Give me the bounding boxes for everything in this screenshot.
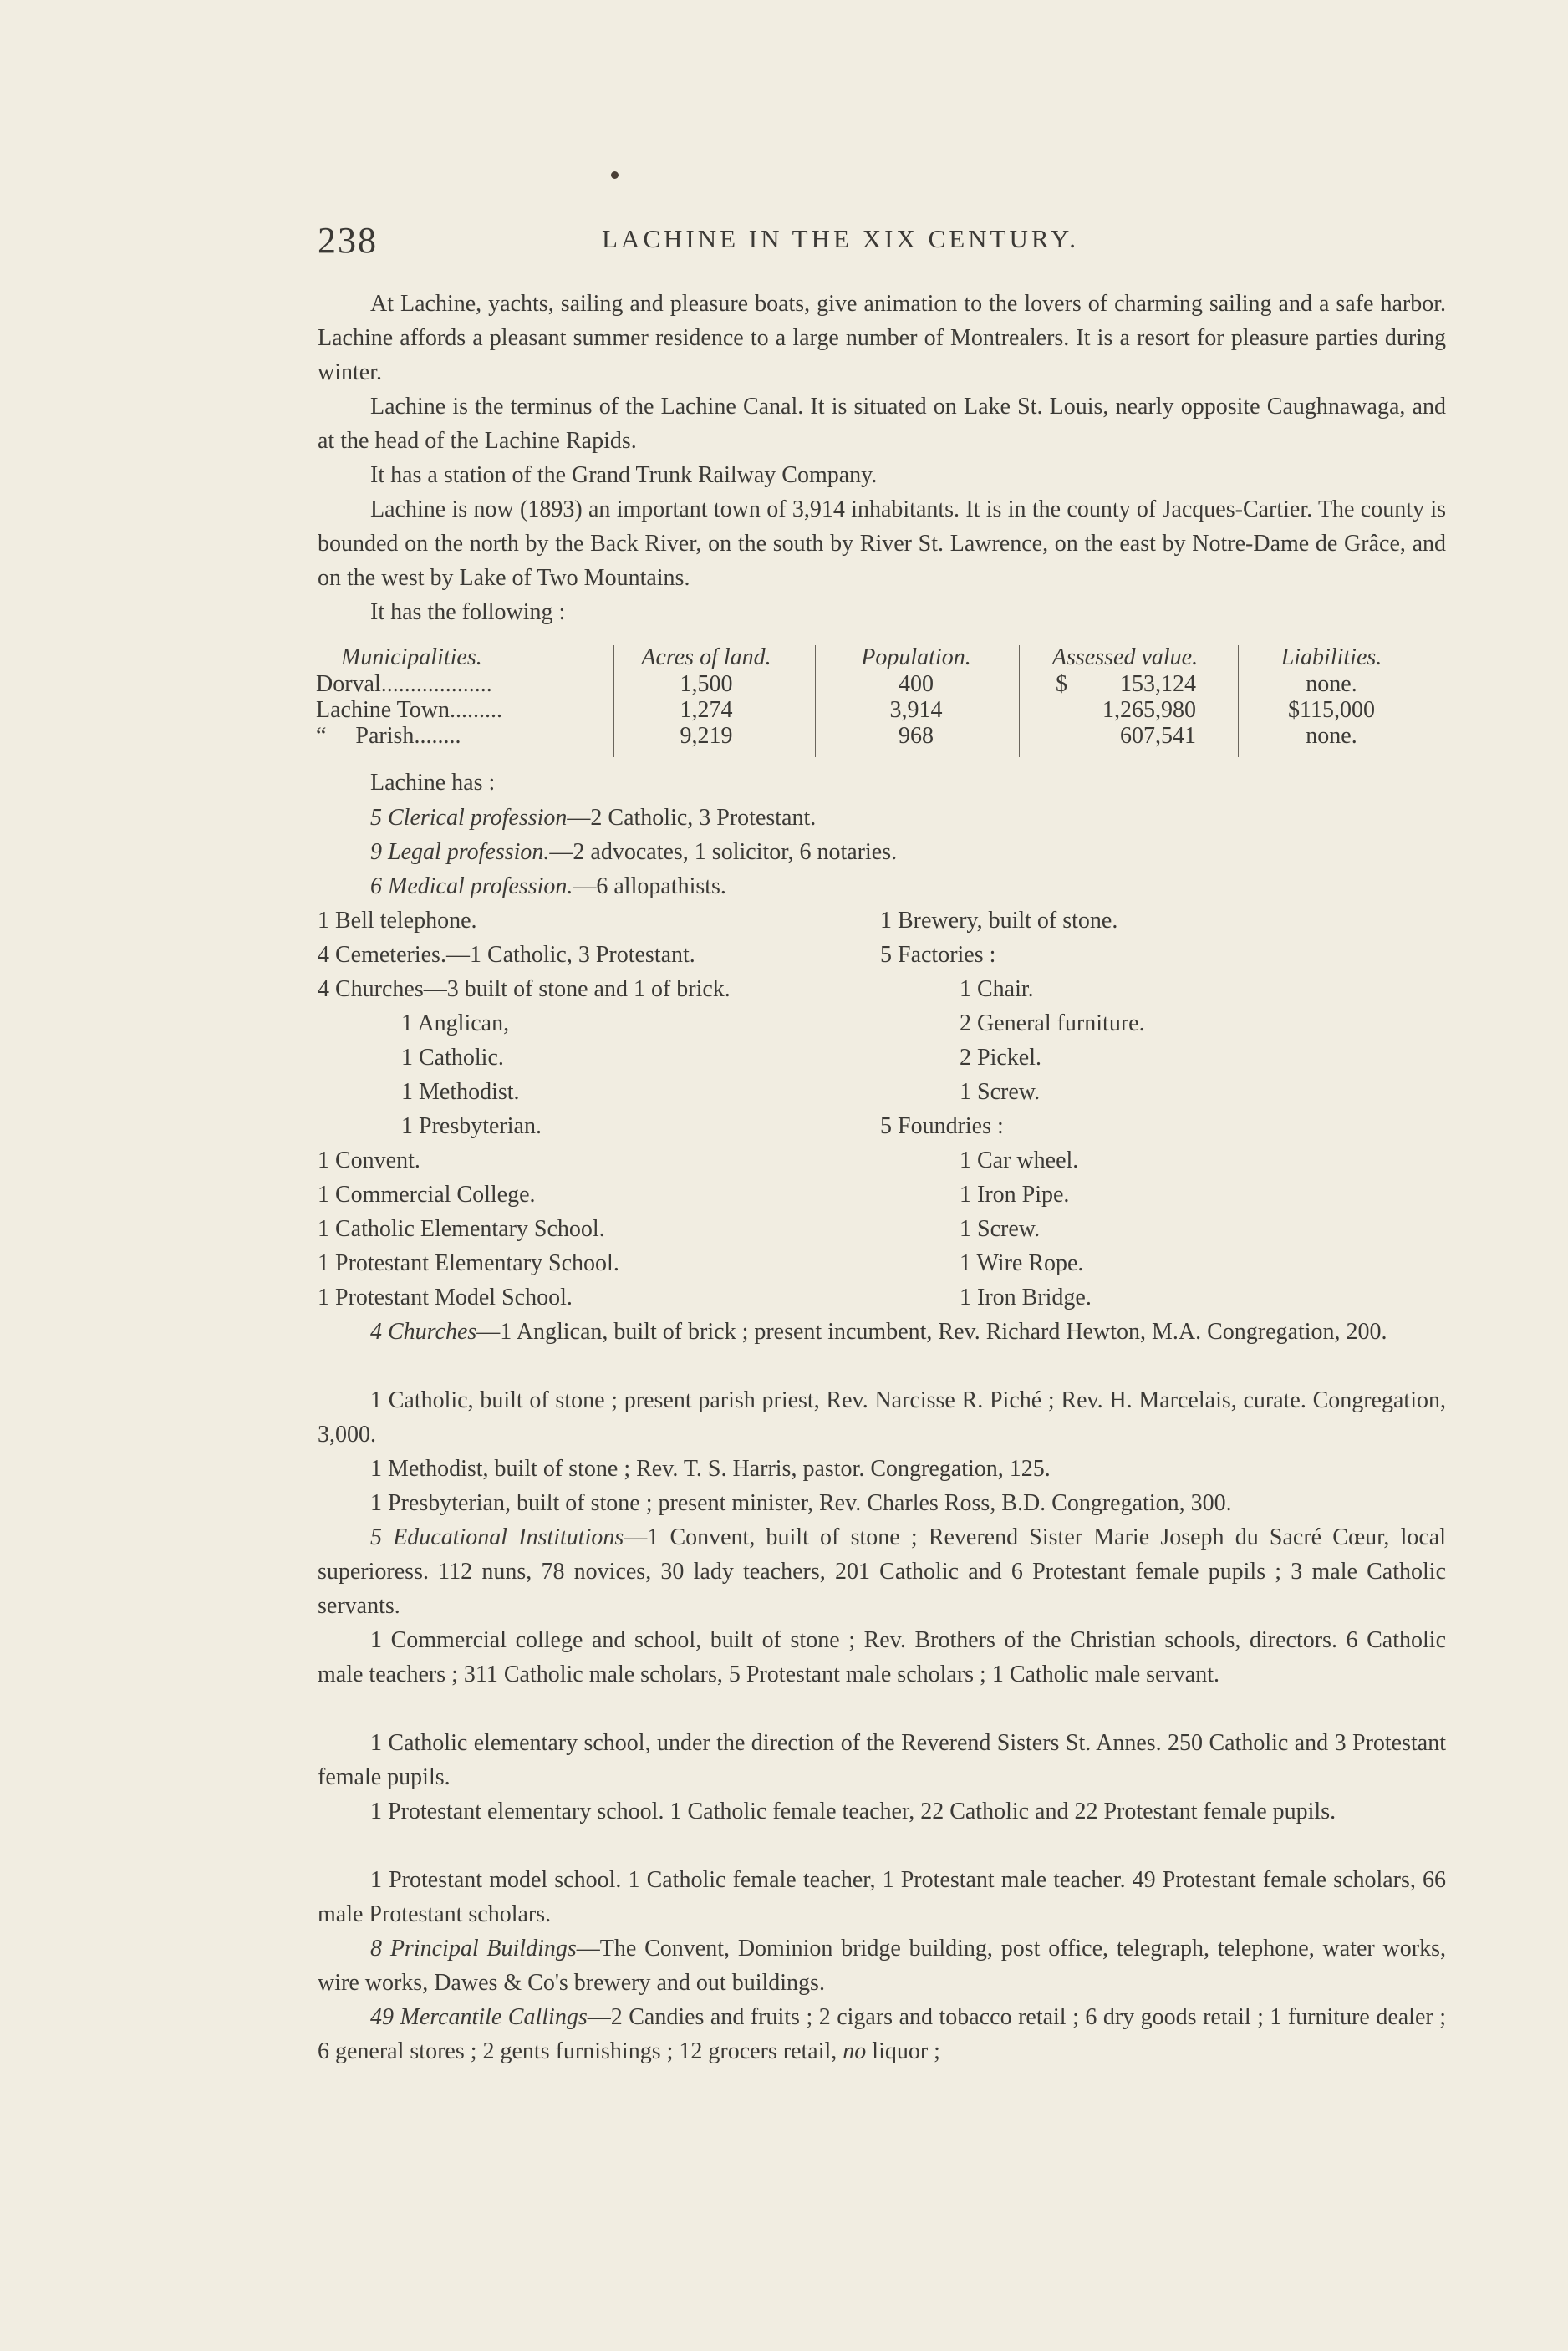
list-item: 1 Methodist. bbox=[401, 1079, 520, 1105]
currency-symbol: $ bbox=[1056, 671, 1067, 697]
section-paragraph: 8 Principal Buildings—The Convent, Dominion bridge building, post office, telegraph, telephone, water works, wire works, Dawes & Co's brewery and out buildings. bbox=[318, 1936, 1446, 1996]
dot-leader: ................... bbox=[380, 671, 492, 697]
section-heading: 8 Principal Buildings bbox=[370, 1936, 577, 1962]
intro-paragraph: It has the following : bbox=[370, 599, 566, 625]
section-paragraph: 1 Catholic elementary school, under the direction of the Reverend Sisters St. Annes. 250 Catholic and 3 Protestant female pupils. bbox=[318, 1730, 1446, 1790]
municipality-name: “ Parish bbox=[316, 723, 415, 749]
table-column-assessed-value bbox=[1021, 644, 1229, 757]
list-item: 1 Bell telephone. bbox=[318, 908, 477, 934]
table-header: Liabilities. bbox=[1280, 644, 1382, 670]
list-item: 1 Car wheel. bbox=[960, 1148, 1079, 1173]
page-number: 238 bbox=[318, 220, 378, 261]
intro-paragraph: Lachine is now (1893) an important town of 3,914 inhabitants. It is in the county of Jacques-Cartier. The county is bounded on the north by the Back River, on the south by River St. Lawrence, on the east by Notre-Dame de Grâce, and on the west by Lake of Two Mountains. bbox=[318, 496, 1446, 591]
intro-paragraph: It has a station of the Grand Trunk Railway Company. bbox=[370, 462, 878, 488]
profession-line: 5 Clerical profession—2 Catholic, 3 Protestant. bbox=[370, 805, 817, 831]
profession-heading: 9 Legal profession. bbox=[370, 839, 550, 865]
section-paragraph: 1 Protestant model school. 1 Catholic female teacher, 1 Protestant male teacher. 49 Protestant female scholars, 66 male Protestant scholars. bbox=[318, 1867, 1446, 1927]
value-cell: 1,265,980 bbox=[1102, 697, 1196, 723]
section-heading: 49 Mercantile Callings bbox=[370, 2004, 588, 2030]
list-item: 1 Catholic. bbox=[401, 1045, 504, 1071]
profession-line: 9 Legal profession.—2 advocates, 1 solicitor, 6 notaries. bbox=[370, 839, 898, 865]
table-column-population bbox=[817, 644, 1016, 757]
list-item: 1 Catholic Elementary School. bbox=[318, 1216, 605, 1242]
profession-heading: 6 Medical profession. bbox=[370, 873, 573, 899]
list-item: 1 Convent. bbox=[318, 1148, 420, 1173]
section-heading: 5 Educational Institutions bbox=[370, 1524, 624, 1550]
table-column-acres bbox=[615, 644, 797, 757]
list-item: 4 Cemeteries.—1 Catholic, 3 Protestant. bbox=[318, 942, 695, 968]
municipalities-table bbox=[316, 644, 1428, 761]
section-paragraph: 1 Catholic, built of stone ; present parish priest, Rev. Narcisse R. Piché ; Rev. H. Marcelais, curate. Congregation, 3,000. bbox=[318, 1387, 1446, 1448]
table-column-liabilities bbox=[1240, 644, 1423, 757]
intro-paragraph: At Lachine, yachts, sailing and pleasure boats, give animation to the lovers of charming sailing and a safe harbor. Lachine affords a pleasant summer residence to a large number of Montrealers. It is a resort for pleasure parties during winter. bbox=[318, 291, 1446, 385]
profession-line: 6 Medical profession.—6 allopathists. bbox=[370, 873, 726, 899]
section-paragraph: 49 Mercantile Callings—2 Candies and fruits ; 2 cigars and tobacco retail ; 6 dry goods retail ; 1 furniture dealer ; 6 general stores ; 2 gents furnishings ; 12 grocers retail, no liquor ; bbox=[318, 2004, 1446, 2064]
municipality-name: Dorval bbox=[316, 671, 381, 697]
list-item: 2 General furniture. bbox=[960, 1010, 1145, 1036]
population-cell: 400 bbox=[899, 671, 934, 697]
list-item: 4 Churches—3 built of stone and 1 of brick. bbox=[318, 976, 731, 1002]
table-row bbox=[316, 723, 604, 749]
column-divider bbox=[613, 645, 614, 757]
value-cell: 607,541 bbox=[1120, 723, 1196, 749]
table-row bbox=[316, 697, 604, 723]
list-item: 1 Brewery, built of stone. bbox=[880, 908, 1118, 934]
column-divider bbox=[1238, 645, 1239, 757]
section-paragraph: 1 Presbyterian, built of stone ; present minister, Rev. Charles Ross, B.D. Congregation, 300. bbox=[370, 1490, 1232, 1516]
population-cell: 3,914 bbox=[889, 697, 943, 723]
liabilities-cell: none. bbox=[1306, 723, 1357, 749]
profession-heading: 5 Clerical profession bbox=[370, 805, 568, 831]
list-item: 1 Anglican, bbox=[401, 1010, 510, 1036]
list-item: 1 Iron Pipe. bbox=[960, 1182, 1070, 1208]
section-heading: 4 Churches bbox=[370, 1319, 477, 1345]
lachine-has-label: Lachine has : bbox=[370, 770, 496, 796]
acres-cell: 9,219 bbox=[680, 723, 733, 749]
list-item: 1 Protestant Elementary School. bbox=[318, 1250, 619, 1276]
list-item: 1 Screw. bbox=[960, 1216, 1041, 1242]
list-item: 5 Foundries : bbox=[880, 1113, 1004, 1139]
value-cell: $ 153,124 bbox=[1056, 671, 1196, 697]
population-cell: 968 bbox=[899, 723, 934, 749]
table-header: Acres of land. bbox=[641, 644, 771, 670]
table-row bbox=[316, 671, 604, 697]
acres-cell: 1,500 bbox=[680, 671, 733, 697]
section-paragraph: 5 Educational Institutions—1 Convent, built of stone ; Reverend Sister Marie Joseph du Sacré Cœur, local superioress. 112 nuns, 78 novices, 30 lady teachers, 201 Catholic and 6 Protestant female pupils ; 3 male Catholic servants. bbox=[318, 1524, 1446, 1619]
ink-speck bbox=[611, 171, 619, 179]
liabilities-cell: none. bbox=[1306, 671, 1357, 697]
list-item: 5 Factories : bbox=[880, 942, 996, 968]
list-item: 1 Presbyterian. bbox=[401, 1113, 542, 1139]
page-header bbox=[318, 219, 1162, 269]
table-header: Municipalities. bbox=[341, 644, 482, 670]
intro-paragraph: Lachine is the terminus of the Lachine Canal. It is situated on Lake St. Louis, nearly opposite Caughnawaga, and at the head of the Lachine Rapids. bbox=[318, 394, 1446, 454]
list-item: 1 Chair. bbox=[960, 976, 1034, 1002]
list-item: 1 Iron Bridge. bbox=[960, 1285, 1092, 1310]
column-divider bbox=[815, 645, 816, 757]
table-header: Population. bbox=[861, 644, 971, 670]
section-paragraph: 1 Methodist, built of stone ; Rev. T. S. Harris, pastor. Congregation, 125. bbox=[370, 1456, 1051, 1482]
list-item: 1 Screw. bbox=[960, 1079, 1041, 1105]
list-item: 1 Wire Rope. bbox=[960, 1250, 1084, 1276]
acres-cell: 1,274 bbox=[680, 697, 733, 723]
list-item: 2 Pickel. bbox=[960, 1045, 1041, 1071]
column-divider bbox=[1019, 645, 1020, 757]
section-paragraph: 1 Commercial college and school, built of stone ; Rev. Brothers of the Christian schools, directors. 6 Catholic male teachers ; 311 Catholic male scholars, 5 Protestant male scholars ; 1 Catholic male servant. bbox=[318, 1627, 1446, 1687]
municipality-name: Lachine Town bbox=[316, 697, 451, 723]
table-header: Assessed value. bbox=[1051, 644, 1199, 670]
table-column-municipalities bbox=[316, 644, 604, 757]
section-paragraph: 1 Protestant elementary school. 1 Catholic female teacher, 22 Catholic and 22 Protestant female pupils. bbox=[370, 1799, 1336, 1824]
list-item: 1 Commercial College. bbox=[318, 1182, 536, 1208]
section-paragraph: 4 Churches—1 Anglican, built of brick ; present incumbent, Rev. Richard Hewton, M.A. Congregation, 200. bbox=[370, 1319, 1387, 1345]
dot-leader: ......... bbox=[450, 697, 503, 723]
dot-leader: ........ bbox=[414, 723, 461, 749]
liabilities-cell: $115,000 bbox=[1288, 697, 1375, 723]
list-item: 1 Protestant Model School. bbox=[318, 1285, 573, 1310]
running-title: LACHINE IN THE XIX CENTURY. bbox=[602, 224, 1079, 253]
